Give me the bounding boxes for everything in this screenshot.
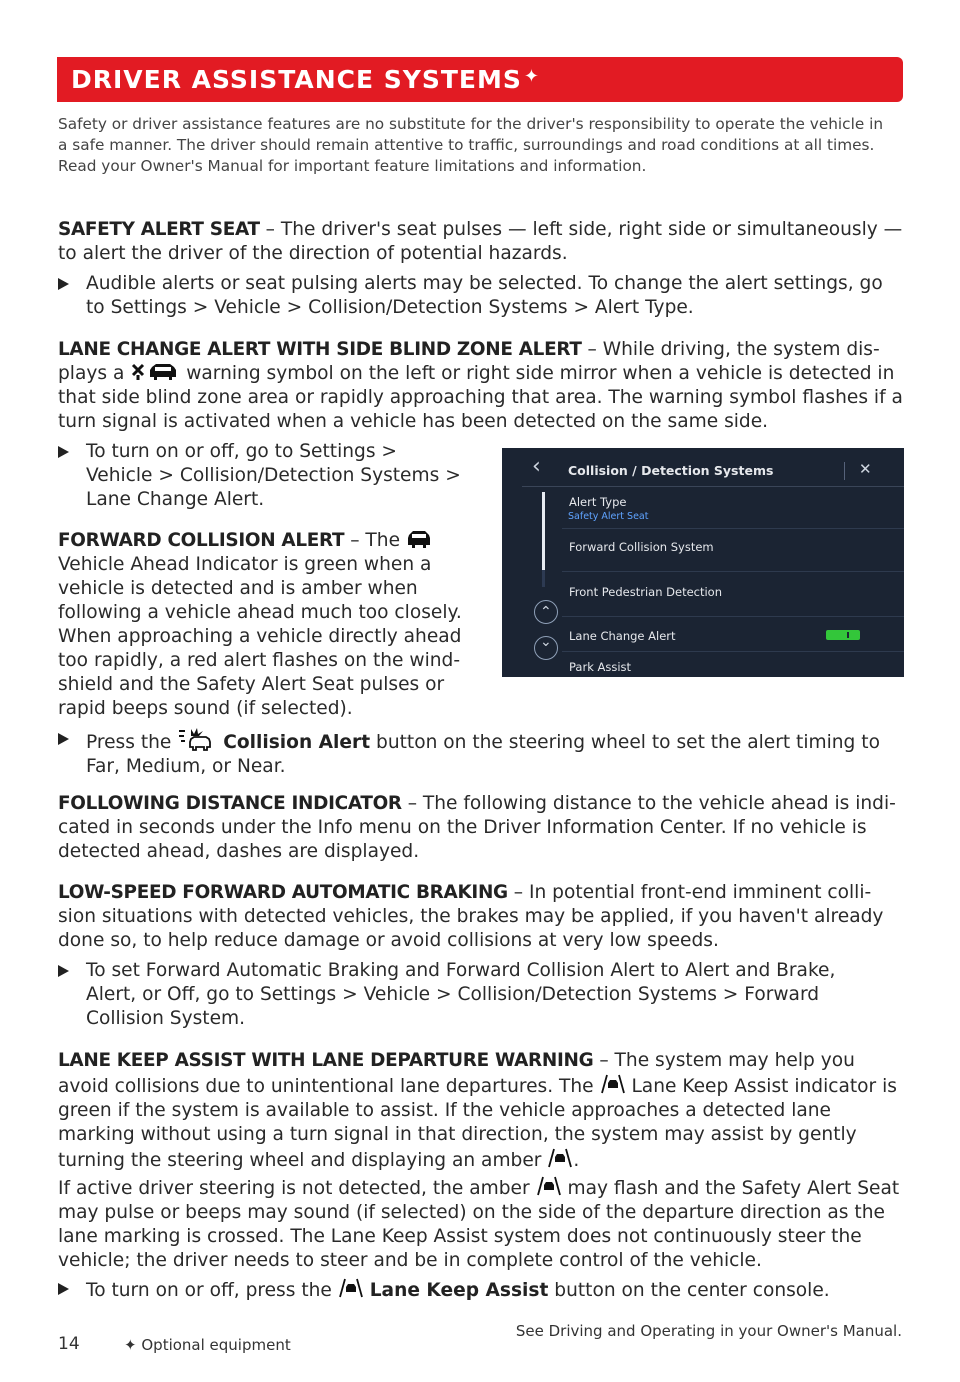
collision-alert-bullet-text-b: button on the steering wheel to set the alert timing to Far, Medium, or Near. — [86, 732, 880, 777]
section-banner — [57, 57, 903, 102]
collision-alert-bold: Collision Alert — [223, 732, 371, 753]
lane-change-alert-text-a: – While driving, the system dis-plays a — [58, 339, 880, 384]
lane-keep-assist-paragraph — [58, 1049, 904, 1173]
scroll-thumb — [542, 492, 545, 570]
lane-keep-assist-heading: LANE KEEP ASSIST WITH LANE DEPARTURE WARNING — [58, 1050, 594, 1071]
collision-alert-icon — [177, 727, 217, 751]
low-speed-braking-paragraph — [58, 881, 904, 953]
following-distance-heading: FOLLOWING DISTANCE INDICATOR — [58, 793, 402, 814]
screen-header-line — [522, 486, 904, 487]
close-icon: ✕ — [859, 460, 872, 478]
lane-keep-assist-text-a: – The system may help you avoid collisions due to unintentional lane departures. The — [58, 1050, 855, 1097]
lane-keep-assist-bullet-b: button on the center console. — [548, 1280, 830, 1301]
lane-keep-assist-bullet-a: To turn on or off, press the — [86, 1280, 338, 1301]
side-blind-zone-icon — [130, 362, 180, 382]
optional-star-icon: ✦ — [523, 66, 540, 87]
bullet-arrow-icon — [58, 278, 69, 290]
lane-keep-assist-para2-b: may flash and the Safety Alert Seat may pulse or beeps may sound (if selected) on the side of the departure direction as the lane marking is crossed. The Lane Keep Assist system does not continuously steer the vehicle; the driver needs to steer and be in complete control of the vehicle. — [58, 1178, 900, 1271]
safety-alert-seat-paragraph — [58, 218, 904, 266]
forward-collision-alert-text-b: Vehicle Ahead Indicator is green when a vehicle is detected and is amber when following a vehicle ahead much too closely. When approaching a vehicle directly ahead too rapidly, a red alert flashes on the wind-shield and the Safety Alert Seat pulses or rapid beeps sound (if selected). — [58, 554, 462, 719]
safety-alert-seat-bullet-text: Audible alerts or seat pulsing alerts may be selected. To change the alert settings, go to Settings > Vehicle > Collision/Detection Systems > Alert Type. — [86, 273, 883, 318]
menu-item-park-assist: Park Assist — [569, 660, 632, 674]
bullet-arrow-icon — [58, 733, 69, 745]
menu-divider — [562, 651, 904, 652]
lane-keep-assist-text-c: . — [573, 1150, 580, 1171]
toggle-indicator — [847, 632, 849, 638]
lane-keep-assist-icon — [547, 1147, 573, 1169]
bullet-arrow-icon — [58, 965, 69, 977]
menu-item-alert-type: Alert Type — [569, 495, 627, 509]
screen-divider — [844, 462, 845, 480]
low-speed-braking-text: – In potential front-end imminent colli-sion situations with detected vehicles, the brakes may be applied, if you haven't already done so, to help reduce damage or avoid collisions at very low speeds. — [58, 882, 884, 951]
safety-alert-seat-bullet — [58, 272, 888, 320]
lane-keep-assist-icon — [600, 1073, 626, 1095]
collision-alert-bullet-text-a: Press the — [86, 732, 178, 753]
lane-change-alert-bullet-text: To turn on or off, go to Settings > Vehicle > Collision/Detection Systems > Lane Change Alert. — [86, 441, 461, 510]
bullet-arrow-icon — [58, 446, 69, 458]
menu-item-alert-type-value: Safety Alert Seat — [568, 511, 649, 522]
lane-keep-assist-bullet — [58, 1277, 888, 1303]
lane-change-alert-bullet — [58, 440, 468, 512]
lane-keep-assist-bullet-text — [86, 1277, 888, 1303]
lane-keep-assist-icon — [536, 1175, 562, 1197]
vehicle-ahead-icon — [406, 529, 432, 549]
forward-collision-alert-heading: FORWARD COLLISION ALERT — [58, 530, 345, 551]
safety-alert-seat-text: – The driver's seat pulses — left side, right side or simultaneously — to alert the driver of the direction of potential hazards. — [58, 219, 903, 264]
menu-item-front-pedestrian-detection: Front Pedestrian Detection — [569, 585, 722, 599]
section-title — [71, 65, 540, 94]
lane-keep-assist-paragraph-2 — [58, 1175, 904, 1273]
scroll-up-button — [534, 600, 558, 624]
bullet-arrow-icon — [58, 1283, 69, 1295]
collision-detection-settings-screen — [502, 448, 904, 677]
collision-alert-bullet — [58, 727, 888, 779]
forward-collision-alert-text-a: – The — [344, 530, 406, 551]
disclaimer-text: Safety or driver assistance features are no substitute for the driver's responsibility to operate the vehicle in a safe manner. The driver should remain attentive to traffic, surroundings and road conditions at all times. Read your Owner's Manual for important feature limitations and information. — [58, 115, 884, 175]
lane-keep-assist-text-b: Lane Keep Assist indicator is green if the system is available to assist. If the vehicle approaches a detected lane marking without using a turn signal in that direction, the system may assist by gently turning the steering wheel and displaying an amber — [58, 1076, 897, 1171]
page-number: 14 — [58, 1334, 80, 1354]
lane-change-alert-text-b: warning symbol on the left or right side mirror when a vehicle is detected in that side blind zone area or rapidly approaching that area. The warning symbol flashes if a turn signal is activated when a vehicle has been detected on the same side. — [58, 363, 903, 432]
menu-item-lane-change-alert: Lane Change Alert — [569, 629, 676, 643]
low-speed-braking-heading: LOW-SPEED FORWARD AUTOMATIC BRAKING — [58, 882, 508, 903]
lane-change-alert-heading: LANE CHANGE ALERT WITH SIDE BLIND ZONE ALERT — [58, 339, 582, 360]
menu-divider — [562, 528, 904, 529]
back-chevron-icon: ‹ — [532, 454, 541, 479]
optional-equipment-text: Optional equipment — [141, 1336, 291, 1354]
menu-item-forward-collision-system: Forward Collision System — [569, 540, 714, 554]
owners-manual-reference: See Driving and Operating in your Owner's Manual. — [515, 1322, 902, 1340]
lane-keep-assist-icon — [338, 1277, 364, 1299]
lane-change-toggle — [826, 630, 860, 640]
lane-change-alert-paragraph — [58, 338, 904, 434]
following-distance-paragraph — [58, 792, 904, 864]
lane-keep-assist-bold: Lane Keep Assist — [369, 1280, 549, 1301]
optional-star-icon: ✦ — [124, 1336, 137, 1354]
chevron-up-icon: ⌃ — [540, 604, 552, 620]
forward-collision-alert-paragraph — [58, 529, 476, 721]
screen-title: Collision / Detection Systems — [568, 463, 774, 478]
collision-alert-bullet-text — [86, 727, 888, 779]
optional-equipment-note — [124, 1336, 291, 1354]
menu-divider — [562, 616, 904, 617]
section-title-text: DRIVER ASSISTANCE SYSTEMS — [71, 65, 522, 94]
menu-divider — [562, 571, 904, 572]
chevron-down-icon: ⌄ — [540, 634, 552, 650]
safety-alert-seat-heading: SAFETY ALERT SEAT — [58, 219, 260, 240]
following-distance-text: – The following distance to the vehicle ahead is indi-cated in seconds under the Info menu on the Driver Information Center. If no vehicle is detected ahead, dashes are displayed. — [58, 793, 896, 862]
lane-keep-assist-para2-a: If active driver steering is not detected, the amber — [58, 1178, 536, 1199]
scroll-down-button — [534, 636, 558, 660]
low-speed-braking-bullet-text: To set Forward Automatic Braking and Forward Collision Alert to Alert and Brake, Alert, or Off, go to Settings > Vehicle > Collision/Detection Systems > Forward Collision System. — [86, 960, 836, 1029]
low-speed-braking-bullet — [58, 959, 888, 1031]
